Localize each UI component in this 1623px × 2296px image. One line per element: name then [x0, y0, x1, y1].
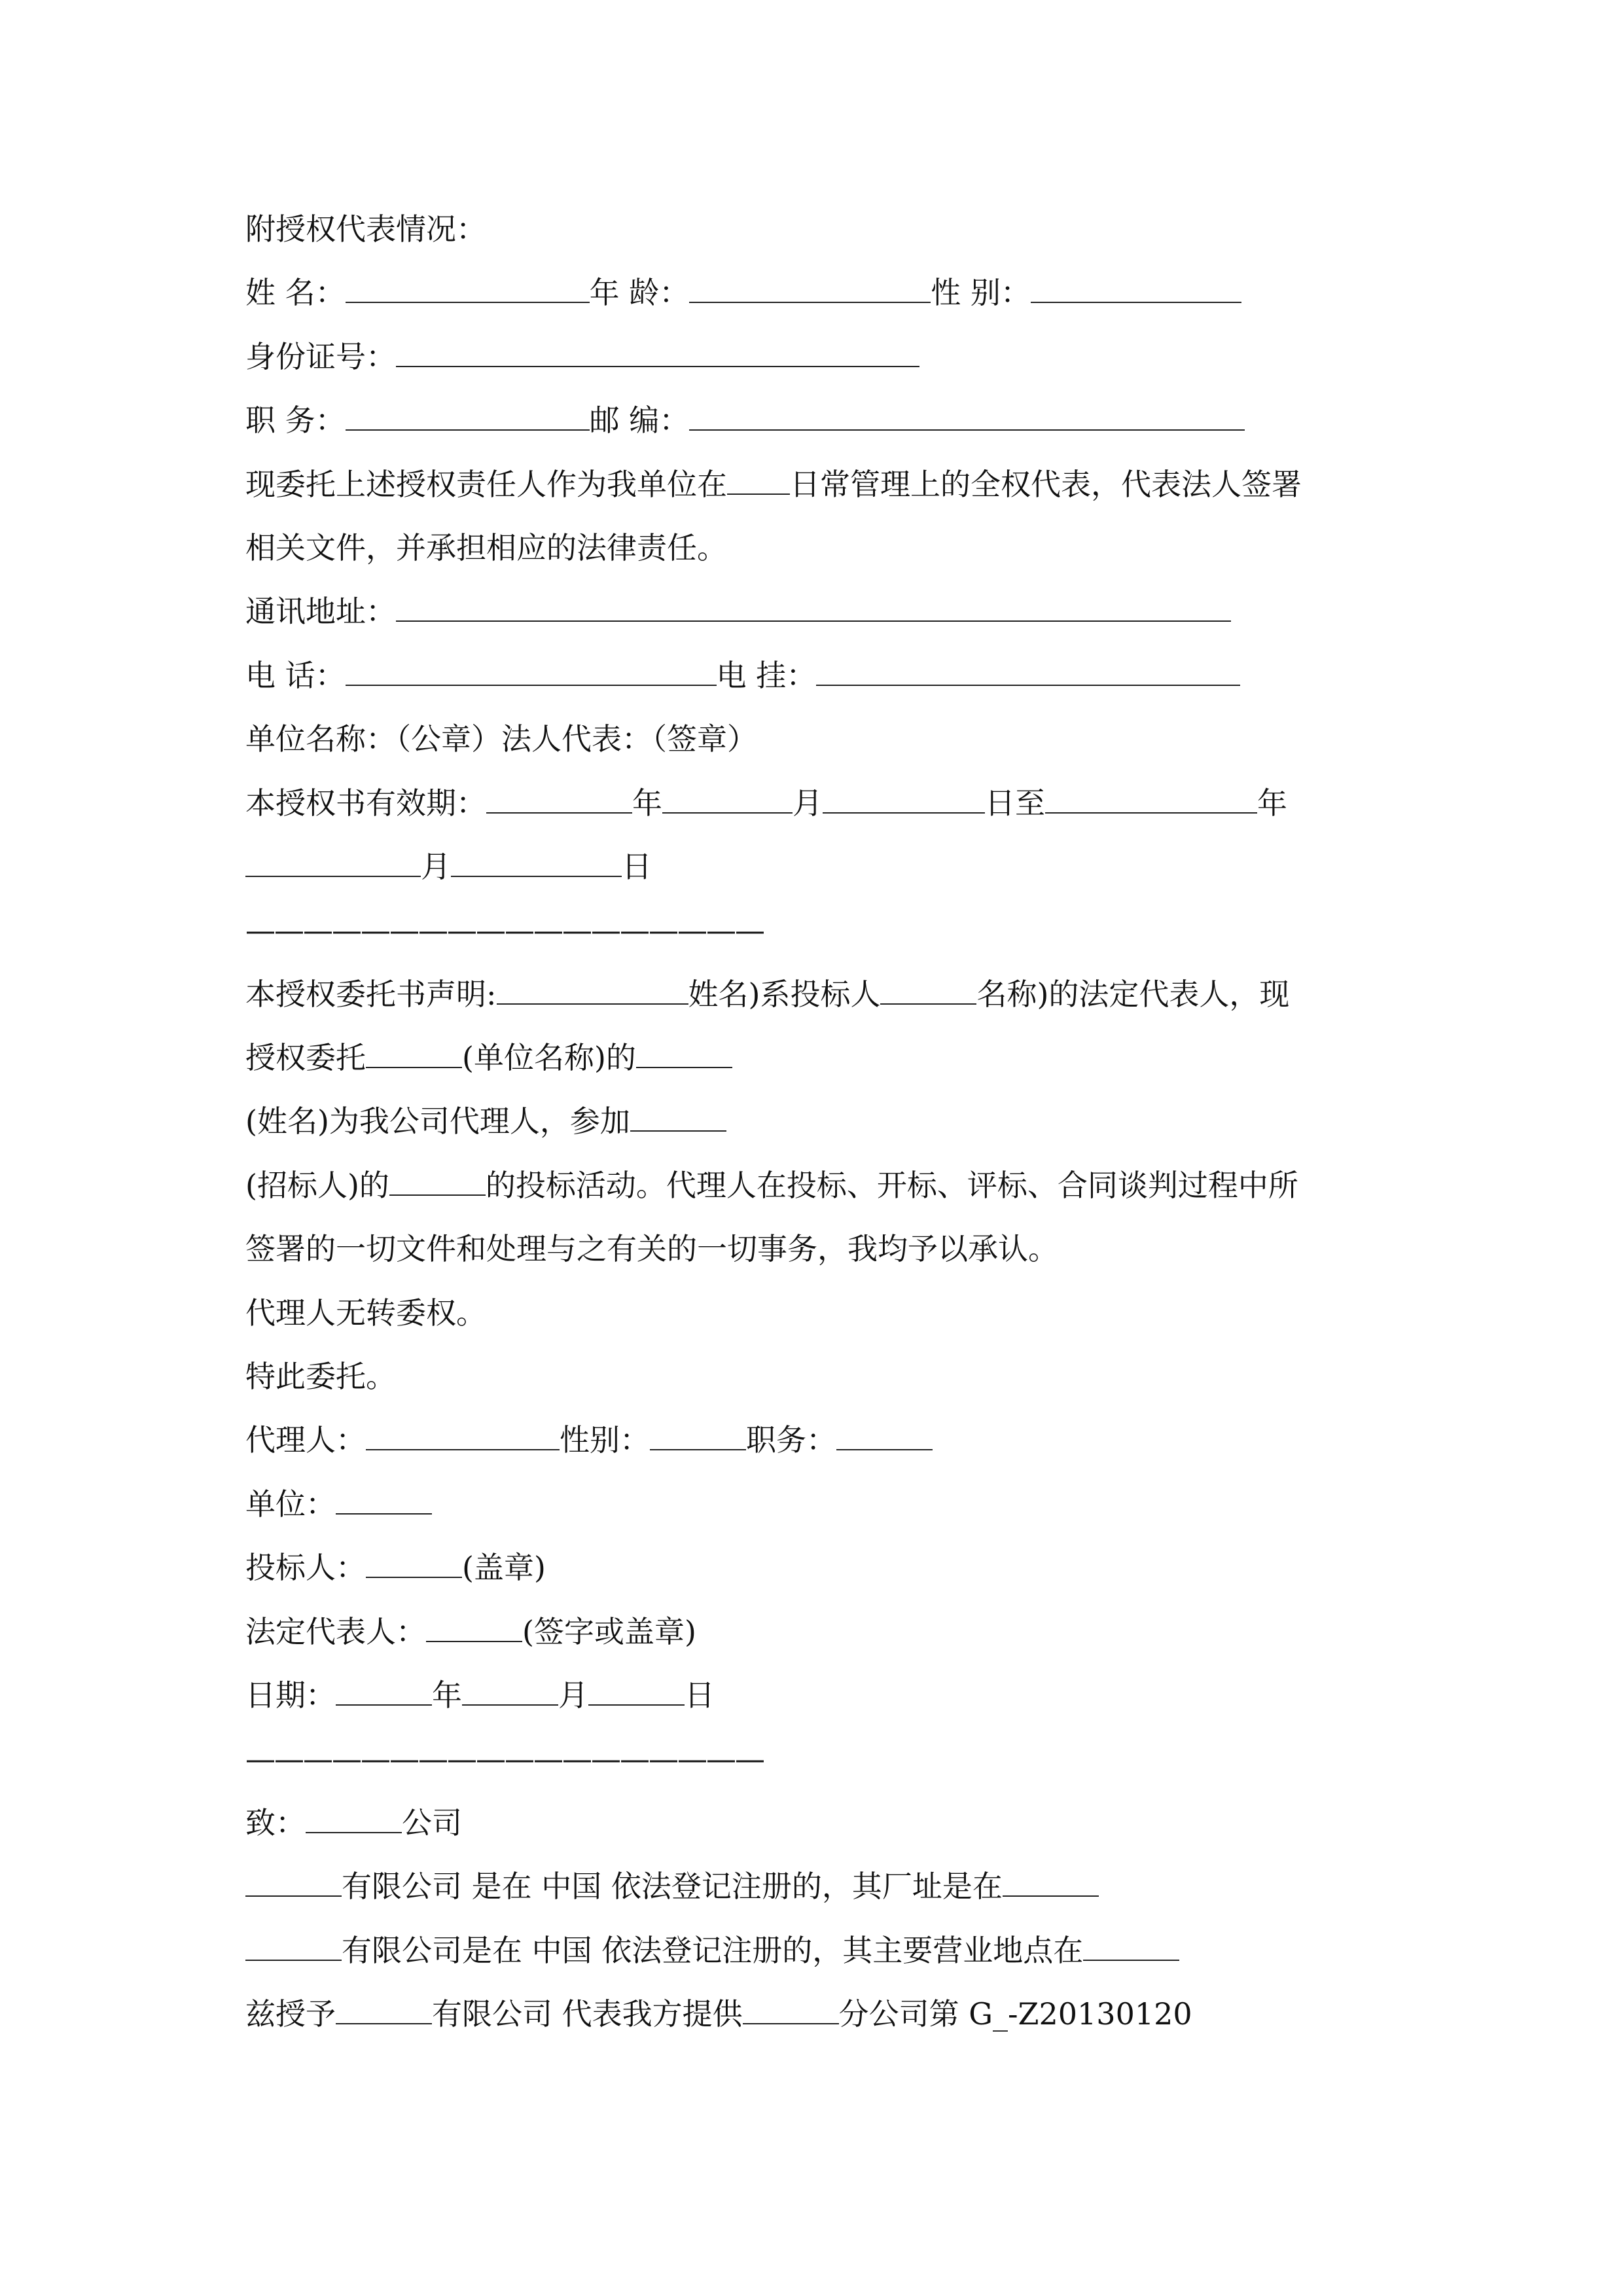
telegraph-label: 电 挂： [716, 657, 817, 693]
text: 年 [632, 785, 662, 821]
id-line [245, 325, 1378, 389]
legal-rep-blank[interactable] [426, 1623, 522, 1642]
age-blank[interactable] [689, 283, 931, 303]
postcode-label: 邮 编： [589, 403, 690, 439]
statement-line-3 [245, 1090, 1378, 1153]
blank[interactable] [245, 1941, 342, 1961]
blank[interactable] [486, 794, 632, 814]
text: (姓名)为我公司代理人，参加 [245, 1103, 630, 1139]
blank[interactable] [497, 985, 688, 1005]
bidder-line [245, 1536, 1378, 1600]
company-line-1 [245, 1855, 1378, 1918]
company-line-2 [245, 1919, 1378, 1982]
gender-blank[interactable] [1031, 283, 1241, 303]
postcode-blank[interactable] [689, 411, 1245, 431]
name-blank[interactable] [346, 283, 590, 303]
statement-line-4 [245, 1154, 1378, 1217]
text: 兹授予 [245, 1996, 336, 2032]
statement-line [245, 963, 1378, 1026]
divider: —————————————————— [245, 912, 764, 948]
unit-line [245, 1473, 1378, 1536]
blank[interactable] [1003, 1877, 1099, 1897]
text: 月 [558, 1677, 588, 1713]
id-label: 身份证号： [245, 338, 396, 374]
legal-rep-line [245, 1600, 1378, 1664]
position-label: 职 务： [245, 403, 346, 439]
bidder-label: 投标人： [245, 1550, 366, 1586]
blank[interactable] [743, 2005, 839, 2024]
blank[interactable] [451, 857, 622, 877]
gender-label: 性别： [560, 1422, 650, 1458]
blank[interactable] [389, 1176, 486, 1196]
divider-2: —————————————————— [245, 1741, 764, 1777]
text: 名称)的法定代表人，现 [976, 976, 1290, 1012]
text: (招标人)的 [245, 1167, 389, 1203]
month-blank[interactable] [462, 1686, 558, 1706]
date-label: 日期： [245, 1677, 336, 1713]
text: 年 [1257, 785, 1287, 821]
blank[interactable] [636, 1049, 732, 1068]
document-page [245, 198, 1378, 2046]
text: 公司 [402, 1804, 462, 1840]
unit-blank[interactable] [336, 1495, 432, 1515]
text: (单位名称)的 [462, 1040, 636, 1076]
date-line [245, 1664, 1378, 1727]
unit-label: 单位： [245, 1486, 336, 1522]
text: 日 [622, 848, 652, 884]
telegraph-blank[interactable] [816, 666, 1240, 686]
text: 的投标活动。代理人在投标、开标、评标、合同谈判过程中所 [485, 1167, 1298, 1203]
blank[interactable] [727, 475, 790, 495]
phone-label: 电 话： [245, 657, 346, 693]
text: 授权委托 [245, 1040, 366, 1076]
text: 现委托上述授权责任人作为我单位在 [245, 466, 727, 502]
agent-blank[interactable] [366, 1431, 560, 1450]
blank[interactable] [245, 857, 421, 877]
seal-line: 单位名称：（公章）法人代表：（签章） [245, 721, 757, 757]
blank[interactable] [630, 1112, 726, 1132]
to-line [245, 1791, 1378, 1855]
gender-blank[interactable] [650, 1431, 746, 1450]
legal-rep-label: 法定代表人： [245, 1613, 426, 1649]
text: 姓名)系投标人 [688, 976, 881, 1012]
validity-line [245, 772, 1378, 835]
position-postcode-line [245, 389, 1378, 452]
text: 日 [685, 1677, 715, 1713]
day-blank[interactable] [588, 1686, 685, 1706]
position-blank[interactable] [836, 1431, 933, 1450]
text: (盖章) [462, 1550, 546, 1586]
text: 有限公司是在 中国 依法登记注册的，其主要营业地点在 [342, 1932, 1084, 1968]
address-label: 通讯地址： [245, 594, 396, 630]
blank[interactable] [366, 1049, 462, 1068]
text: (签字或盖章) [522, 1613, 696, 1649]
entrust-line-2: 相关文件，并承担相应的法律责任。 [245, 529, 727, 565]
phone-line [245, 644, 1378, 708]
address-line [245, 580, 1378, 643]
age-label: 年 龄： [589, 275, 690, 311]
text: 有限公司 是在 中国 依法登记注册的，其厂址是在 [342, 1869, 1003, 1905]
text: 致： [245, 1804, 306, 1840]
position-blank[interactable] [346, 411, 590, 431]
grant-line [245, 1982, 1378, 2046]
year-blank[interactable] [336, 1686, 432, 1706]
text: 年 [432, 1677, 462, 1713]
blank[interactable] [662, 794, 793, 814]
id-blank[interactable] [396, 348, 919, 367]
text: 本授权书有效期： [245, 785, 486, 821]
blank[interactable] [306, 1814, 402, 1833]
bidder-blank[interactable] [366, 1558, 462, 1578]
blank[interactable] [245, 1877, 342, 1897]
agent-label: 代理人： [245, 1422, 366, 1458]
text: 本授权委托书声明: [245, 976, 497, 1012]
gender-label: 性 别： [931, 275, 1031, 311]
text: 有限公司 代表我方提供 [432, 1996, 743, 2032]
no-sub-delegation: 代理人无转委权。 [245, 1295, 486, 1331]
blank[interactable] [336, 2005, 432, 2024]
blank[interactable] [1083, 1941, 1179, 1961]
address-blank[interactable] [396, 602, 1231, 622]
name-age-gender-line [245, 261, 1378, 325]
text: 日至 [985, 785, 1045, 821]
blank[interactable] [880, 985, 976, 1005]
name-label: 姓 名： [245, 275, 346, 311]
blank[interactable] [823, 794, 985, 814]
agent-line [245, 1408, 1378, 1472]
section-heading: 附授权代表情况： [245, 211, 486, 247]
text: 月 [793, 785, 823, 821]
text: 月 [421, 848, 451, 884]
entrust-line [245, 453, 1378, 516]
position-label: 职务： [746, 1422, 836, 1458]
phone-blank[interactable] [346, 666, 717, 686]
validity-line-2 [245, 835, 1378, 899]
statement-line-5: 签署的一切文件和处理与之有关的一切事务，我均予以承认。 [245, 1231, 1058, 1267]
blank[interactable] [1045, 794, 1257, 814]
text: 日常管理上的全权代表，代表法人签署 [790, 466, 1302, 502]
text: 分公司第 G_-Z20130120 [838, 1996, 1192, 2032]
hereby-entrust: 特此委托。 [245, 1359, 396, 1395]
statement-line-2 [245, 1026, 1378, 1090]
